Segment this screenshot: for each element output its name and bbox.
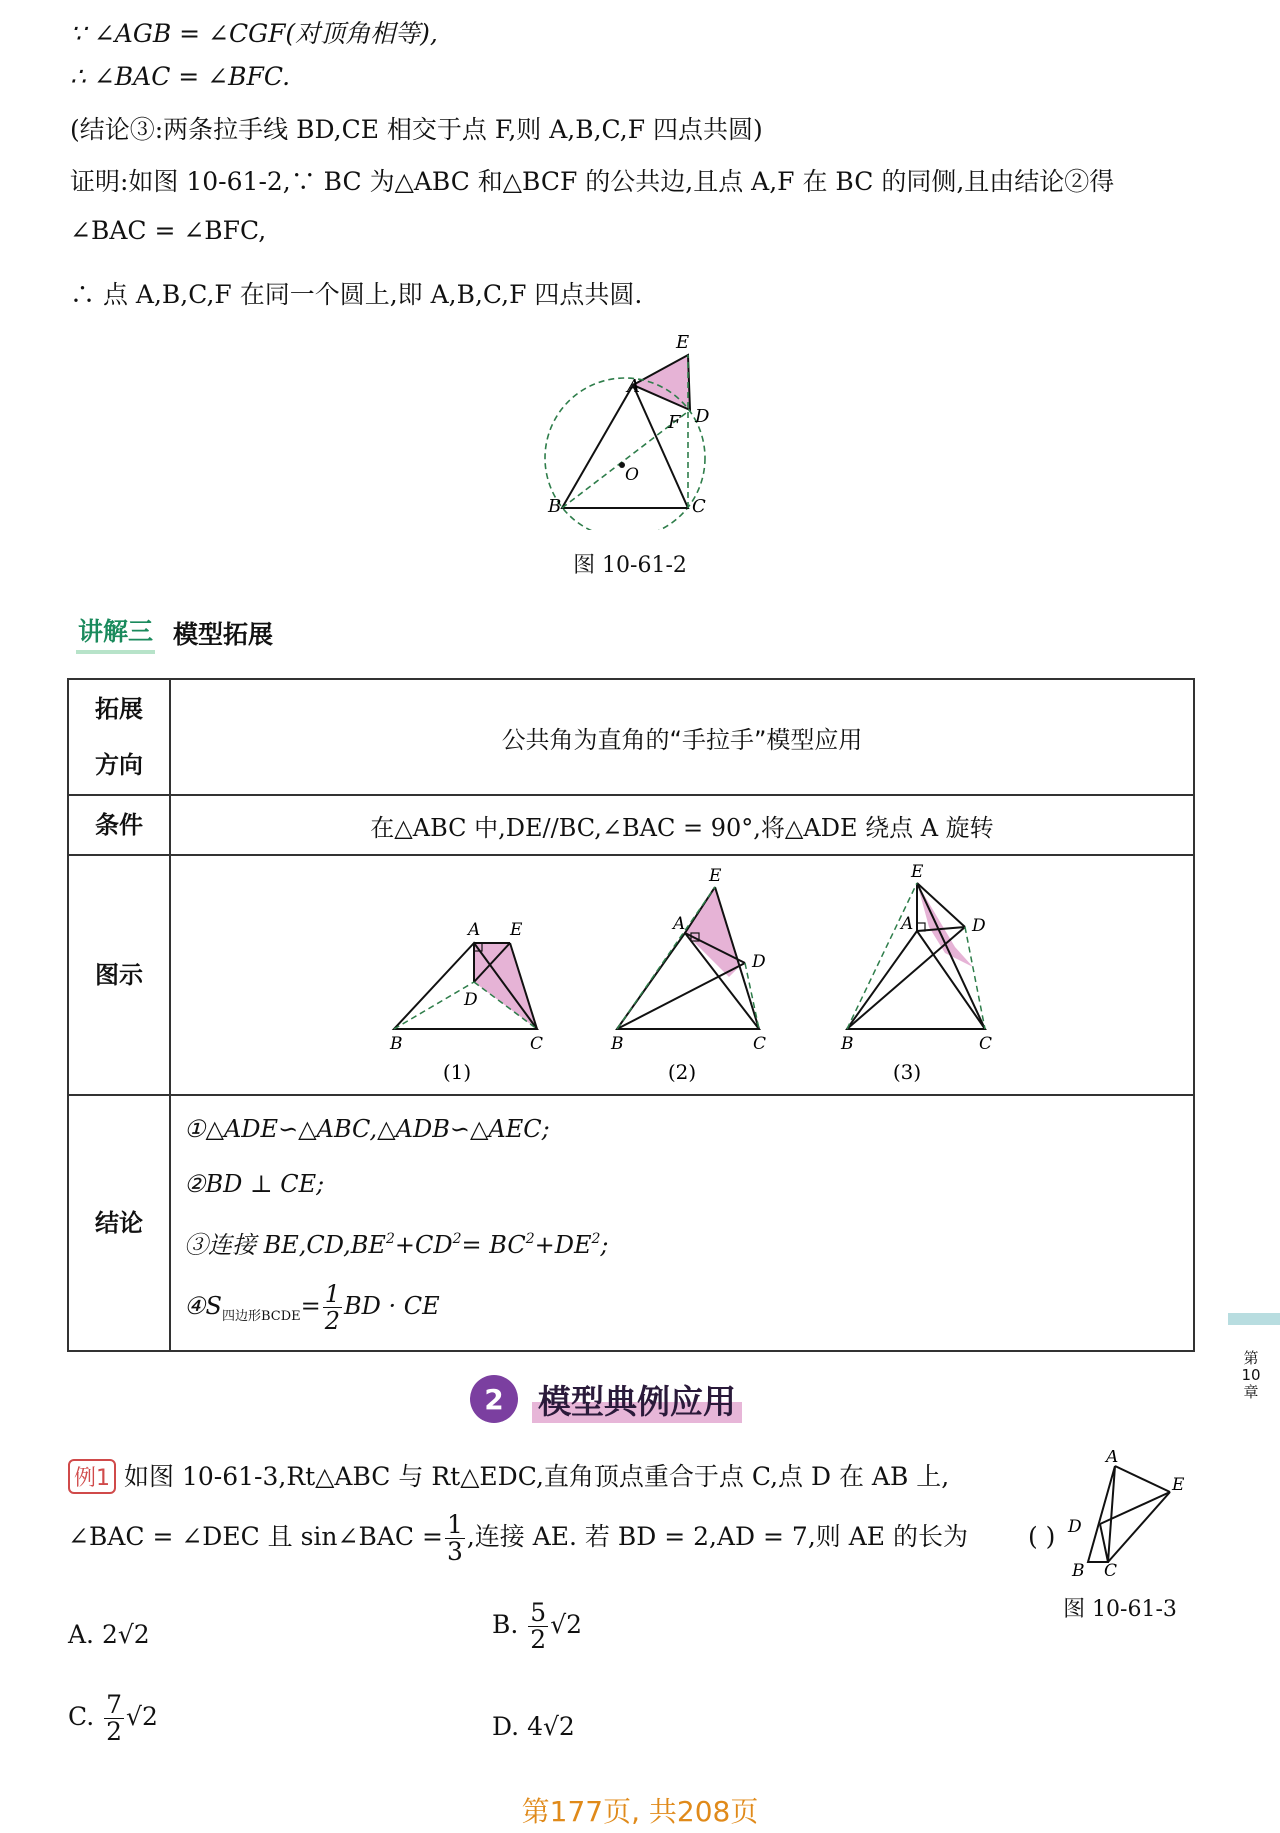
svg-text:A: A: [901, 914, 914, 934]
proof-line-4: 证明:如图 10-61-2,∵ BC 为△ABC 和△BCF 的公共边,且点 A,F 在 BC 的同侧,且由结论②得: [70, 167, 1115, 196]
row-content-direction: 公共角为直角的“手拉手”模型应用: [170, 679, 1194, 795]
proof-line-5: ∠BAC = ∠BFC,: [70, 216, 267, 245]
proof-line-2: ∴ ∠BAC = ∠BFC.: [70, 62, 291, 91]
example-line-2: ∠BAC = ∠DEC 且 sin∠BAC = $\frac{1}{3}$ ,连接 AE. 若 BD = 2,AD = 7,则 AE 的长为 ( ): [68, 1510, 1056, 1566]
svg-text:B: B: [611, 1034, 624, 1054]
option-d[interactable]: D. 4√2: [492, 1712, 575, 1741]
section-heading: [76, 612, 273, 654]
row-header-conclusion: 结论: [68, 1095, 170, 1351]
figure-10-61-3: [1060, 1450, 1185, 1580]
part2-title: 模型典例应用: [532, 1376, 742, 1423]
row-content-figures: [170, 855, 1194, 1095]
sub-caption-3: (3): [892, 1060, 922, 1084]
label-F: F: [668, 412, 681, 433]
example-figure-caption: 图 10-61-3: [1063, 1597, 1177, 1622]
svg-text:E: E: [510, 920, 523, 940]
svg-text:D: D: [1068, 1517, 1082, 1537]
chapter-label: 第10章: [1241, 1349, 1261, 1401]
row-header-figure: 图示: [68, 855, 170, 1095]
svg-text:E: E: [709, 866, 722, 886]
figure-10-61-2: [540, 330, 740, 530]
conclusion-3: ③连接 $BE,CD,BE^2+CD^2= BC^2+DE^2$;: [184, 1230, 609, 1259]
svg-text:A: A: [1106, 1450, 1119, 1467]
figure-caption: 图 10-61-2: [573, 553, 687, 578]
svg-text:B: B: [841, 1034, 854, 1054]
label-B: B: [548, 496, 562, 517]
page-footer: 第177页, 共208页: [521, 1795, 759, 1828]
svg-text:A: A: [468, 920, 481, 940]
svg-text:A: A: [673, 914, 686, 934]
row-content-conclusions: [170, 1095, 1194, 1351]
proof-line-3: (结论③:两条拉手线 BD,CE 相交于点 F,则 A,B,C,F 四点共圆): [70, 115, 763, 144]
option-a[interactable]: A. 2√2: [68, 1620, 150, 1649]
sub-caption-1: (1): [442, 1060, 472, 1084]
label-C: C: [692, 496, 706, 517]
row-header-direction: 拓展 方向: [68, 679, 170, 795]
svg-text:D: D: [752, 952, 766, 972]
model-table: [67, 678, 1195, 1352]
svg-text:D: D: [464, 990, 478, 1010]
row-content-condition: 在△ABC 中,DE//BC,∠BAC = 90°,将△ADE 绕点 A 旋转: [170, 795, 1194, 855]
conclusion-2: ②BD ⊥ CE;: [184, 1169, 325, 1198]
svg-text:C: C: [753, 1034, 767, 1054]
figure-case-2: [610, 866, 766, 1054]
row-header-condition: 条件: [68, 795, 170, 855]
svg-text:D: D: [972, 916, 986, 936]
conclusion-1: ①△ADE∽△ABC,△ADB∽△AEC;: [184, 1114, 550, 1143]
svg-text:B: B: [1072, 1561, 1085, 1580]
svg-text:B: B: [390, 1034, 403, 1054]
option-b[interactable]: B. $\frac{5}{2}$ √2: [492, 1598, 583, 1654]
svg-text:C: C: [1104, 1561, 1118, 1580]
svg-text:C: C: [979, 1034, 993, 1054]
chapter-side-tab: [1228, 1313, 1280, 1325]
option-c[interactable]: C. $\frac{7}{2}$ √2: [68, 1690, 158, 1746]
label-O: O: [625, 465, 639, 485]
sub-caption-2: (2): [667, 1060, 697, 1084]
figure-case-3: [840, 862, 992, 1054]
example-line-1: 例1 如图 10-61-3,Rt△ABC 与 Rt△EDC,直角顶点重合于点 C,点 D 在 AB 上,: [68, 1457, 949, 1494]
part2-number: 2: [470, 1375, 518, 1423]
svg-text:E: E: [1172, 1475, 1185, 1495]
proof-line-6: ∴ 点 A,B,C,F 在同一个圆上,即 A,B,C,F 四点共圆.: [70, 280, 643, 309]
rotation-figures: [172, 857, 1192, 1093]
svg-text:C: C: [530, 1034, 544, 1054]
section-title: 模型拓展: [173, 620, 274, 649]
label-A: A: [627, 376, 640, 397]
label-D: D: [695, 406, 710, 427]
svg-text:E: E: [911, 862, 924, 882]
part2-heading: [470, 1375, 742, 1423]
example-badge: 例1: [68, 1459, 116, 1494]
figure-case-1: [389, 920, 543, 1054]
section-tag: 讲解三: [76, 612, 155, 654]
conclusion-4: $④S_{四边形BCDE}=$ $\frac{1}{2}$ BD · CE: [184, 1279, 440, 1335]
proof-line-1: ∵ ∠AGB = ∠CGF(对顶角相等),: [70, 19, 438, 48]
label-E: E: [676, 332, 690, 353]
